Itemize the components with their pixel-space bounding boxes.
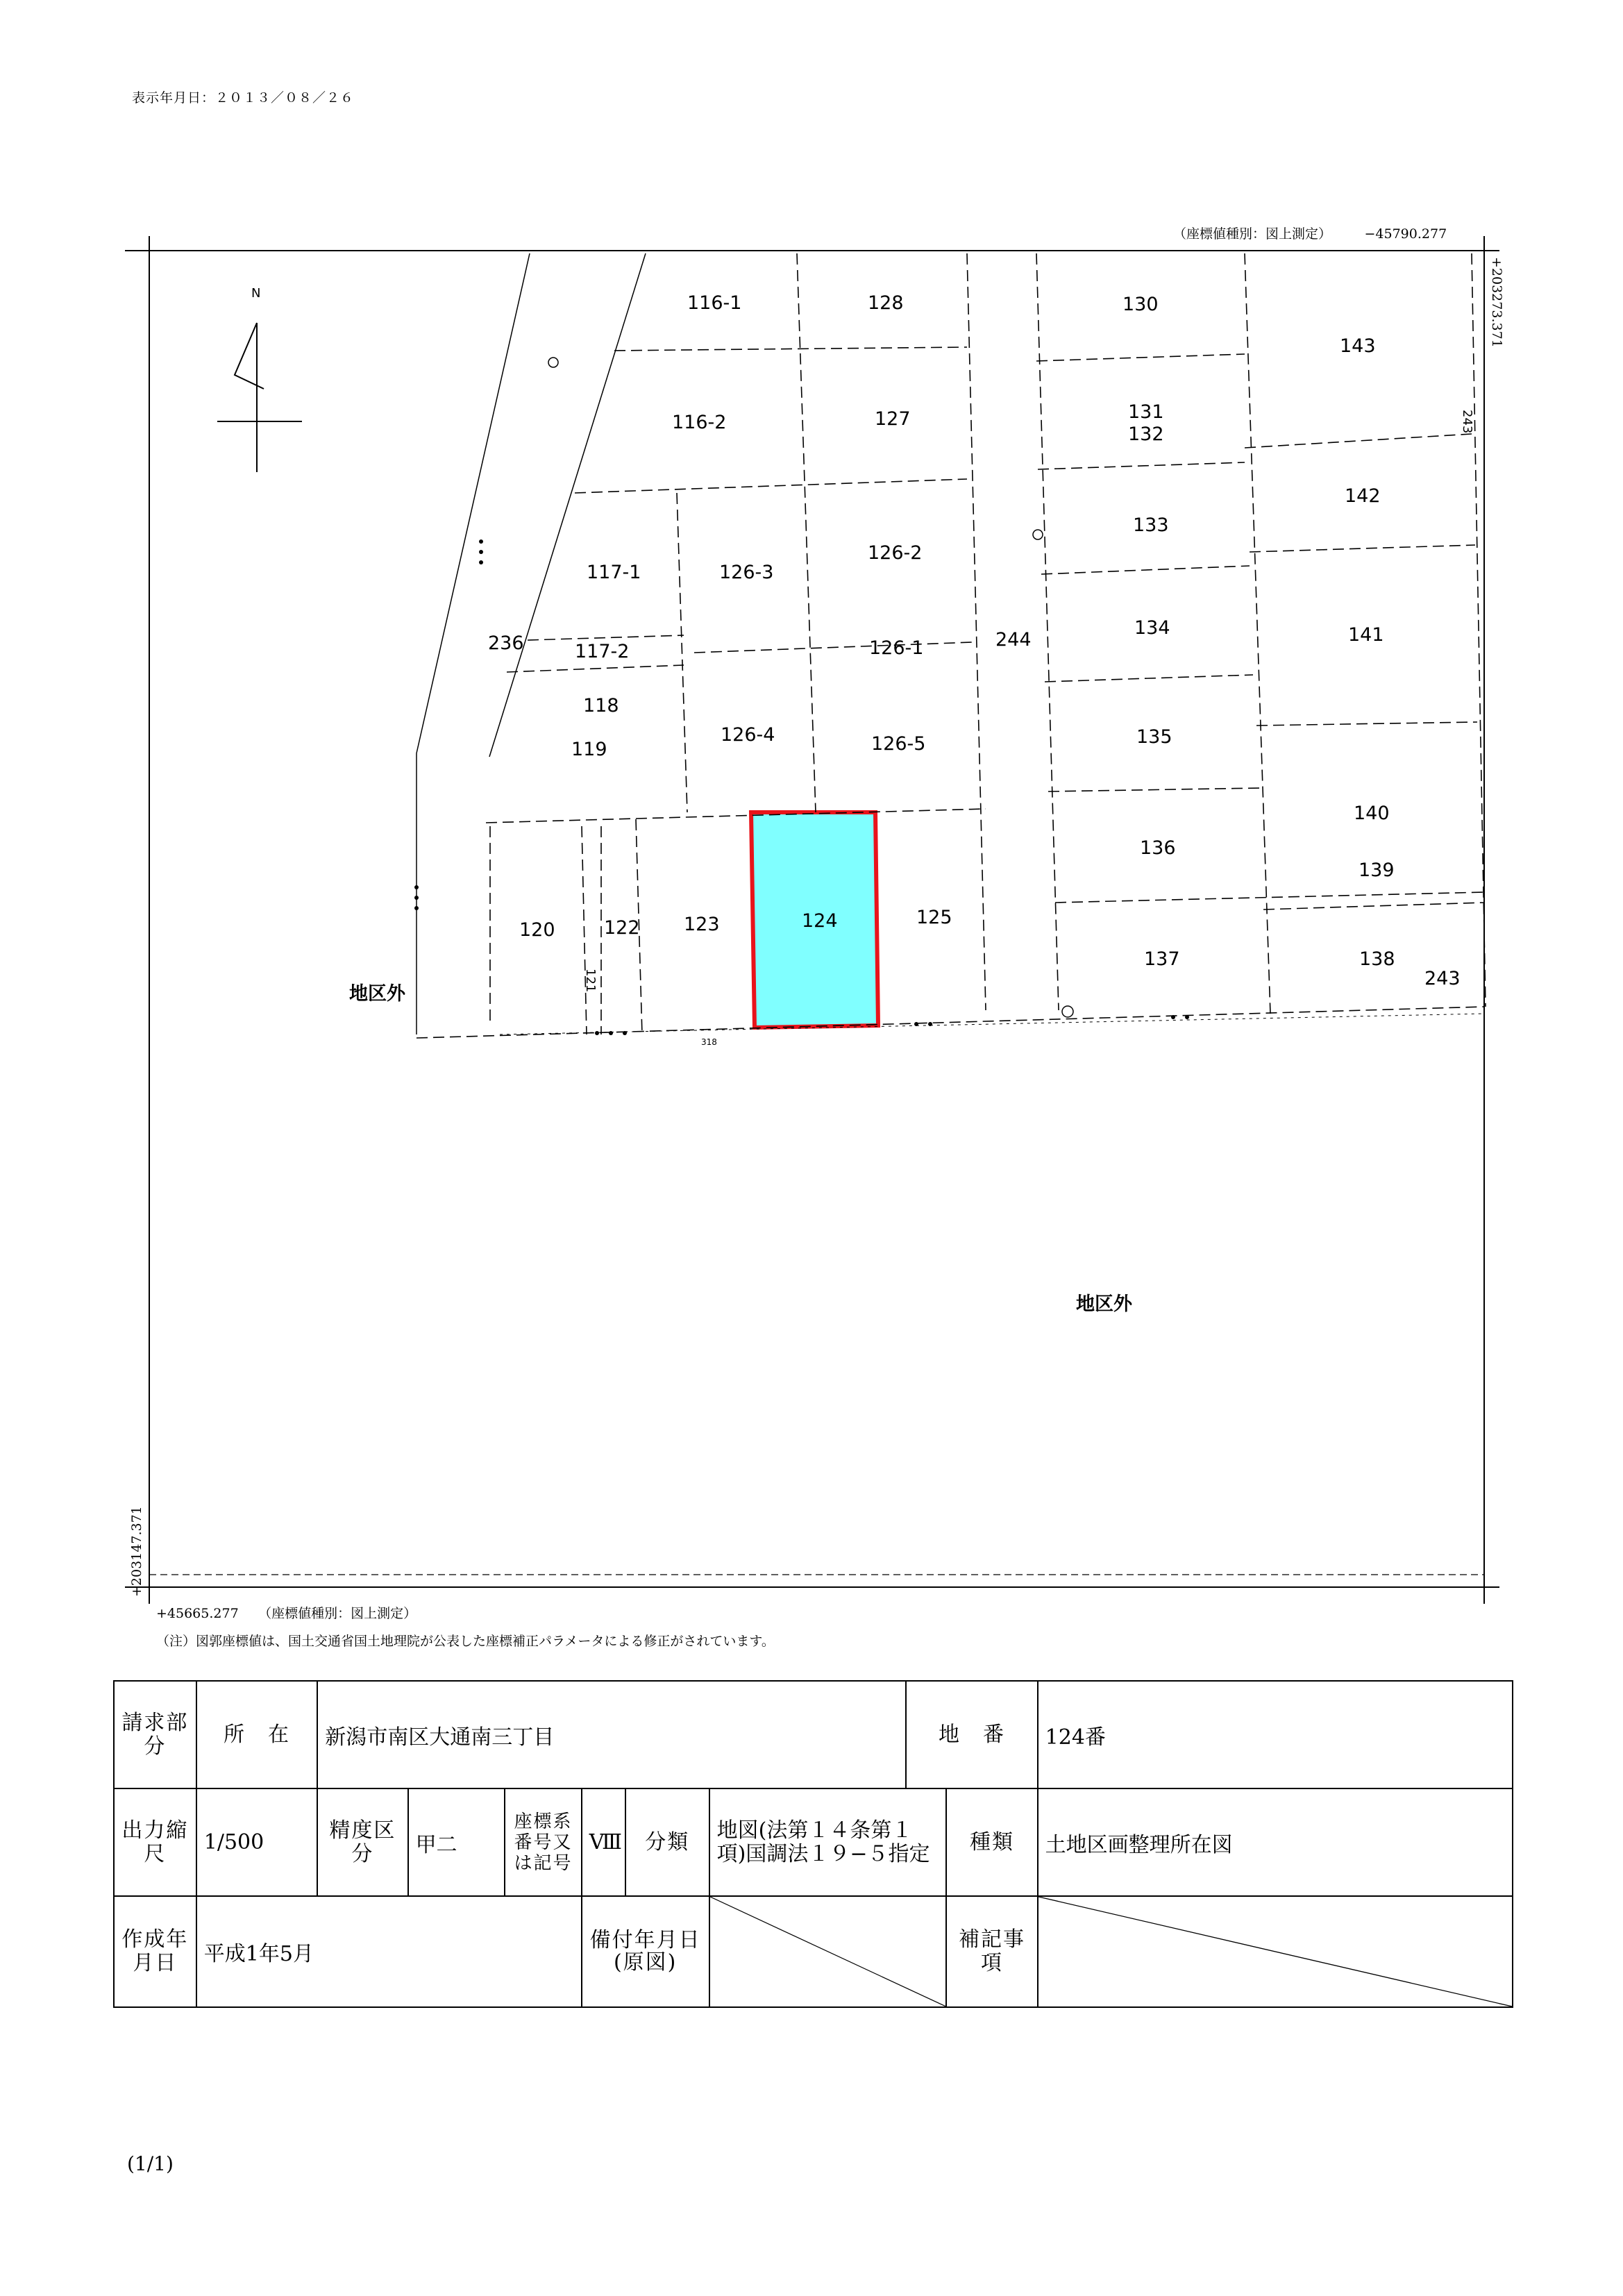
- parcel-label: 118: [583, 695, 619, 717]
- coord-system-label: 座標系番号又は記号: [505, 1788, 581, 1896]
- recorded-label: 備付年月日(原図): [582, 1896, 709, 2007]
- coord-left-vertical: +203147.371: [129, 1506, 144, 1597]
- parcel-label: 141: [1348, 624, 1384, 646]
- accuracy-label: 精度区分: [317, 1788, 407, 1896]
- lot-label: 地 番: [906, 1681, 1037, 1788]
- created-label: 作成年月日: [114, 1896, 196, 2007]
- parcel-label: 142: [1345, 485, 1381, 507]
- parcel-label: 124: [802, 910, 838, 932]
- marker-icon: [1062, 1006, 1073, 1017]
- parcel-label: 122: [604, 917, 640, 939]
- parcel-label: 116-2: [672, 412, 727, 433]
- coord-top-right: （座標値種別：図上測定） −45790.277: [1173, 226, 1447, 242]
- parcel-label: 117-1: [587, 562, 641, 583]
- parcel-label: 138: [1359, 948, 1395, 970]
- parcel-label: 135: [1136, 726, 1172, 748]
- parcel-label: 130: [1122, 294, 1159, 315]
- scale-label: 出力縮尺: [114, 1788, 196, 1896]
- parcel-label: 243: [1460, 410, 1474, 434]
- parcel-label: 126-1: [869, 637, 924, 659]
- parcel-label: 119: [571, 739, 607, 760]
- marker-icon: [548, 358, 558, 367]
- parcel-label: 134: [1134, 617, 1170, 639]
- parcel-label: 125: [916, 907, 952, 928]
- accuracy-value: 甲二: [408, 1788, 505, 1896]
- parcel-label: 131: [1128, 401, 1164, 423]
- outside-area-label-2: 地区外: [1076, 1293, 1132, 1315]
- parcel-labels: [488, 292, 1474, 1047]
- parcel-label: 123: [684, 914, 720, 935]
- parcel-label: 126-3: [719, 562, 774, 583]
- location-label: 所 在: [196, 1681, 317, 1788]
- parcel-label: 117-2: [575, 641, 630, 662]
- parcel-label: 140: [1354, 803, 1390, 824]
- info-table: [113, 1680, 1513, 2008]
- parcel-label: 132: [1128, 424, 1164, 445]
- parcel-label: 127: [875, 408, 911, 430]
- outside-area-label: 地区外: [349, 983, 405, 1005]
- lot-value: 124番: [1038, 1681, 1513, 1788]
- coord-system-value: Ⅷ: [582, 1788, 625, 1896]
- parcel-label: 121: [583, 969, 598, 993]
- parcel-label: 126-2: [868, 542, 923, 564]
- parcel-label: 120: [519, 919, 555, 941]
- coord-right-vertical: +203273.371: [1489, 257, 1504, 348]
- street-edge: [500, 1014, 1484, 1034]
- parcel-label: 126-5: [871, 733, 926, 755]
- category-label: 分類: [625, 1788, 709, 1896]
- created-value: 平成1年5月: [196, 1896, 582, 2007]
- coord-bottom-left: +45665.277 （座標値種別：図上測定）: [156, 1606, 417, 1621]
- req-section-label: 請求部分: [114, 1681, 196, 1788]
- print-date: 表示年月日：２０１３／０８／２６: [132, 90, 355, 106]
- location-value: 新潟市南区大通南三丁目: [317, 1681, 906, 1788]
- remarks-value: [1038, 1896, 1513, 2007]
- north-label: N: [251, 286, 261, 301]
- parcel-label: 116-1: [687, 292, 742, 314]
- scale-value: 1/500: [196, 1788, 317, 1896]
- parcel-label: 139: [1359, 860, 1395, 881]
- parcel-label: 244: [995, 629, 1032, 651]
- parcel-label: 126-4: [721, 724, 775, 746]
- type-value: 土地区画整理所在図: [1038, 1788, 1513, 1896]
- north-arrow-icon: [217, 323, 302, 472]
- parcel-label: 143: [1340, 335, 1376, 357]
- parcel-label: 128: [868, 292, 904, 314]
- parcel-label: 318: [701, 1037, 717, 1047]
- parcel-label: 133: [1133, 514, 1169, 536]
- category-value: 地図(法第１４条第１項)国調法１９−５指定: [709, 1788, 947, 1896]
- parcel-label: 137: [1144, 948, 1180, 970]
- parcel-label: 236: [488, 632, 524, 654]
- page-number: (1/1): [127, 2152, 174, 2175]
- type-label: 種類: [946, 1788, 1037, 1896]
- marker-icon: [1033, 530, 1043, 539]
- parcel-label: 136: [1140, 837, 1176, 859]
- recorded-value: [709, 1896, 947, 2007]
- parcel-label: 243: [1424, 968, 1461, 989]
- remarks-label: 補記事項: [946, 1896, 1037, 2007]
- map-note: （注）図郭座標値は、国土交通省国土地理院が公表した座標補正パラメータによる修正がされています。: [156, 1634, 775, 1649]
